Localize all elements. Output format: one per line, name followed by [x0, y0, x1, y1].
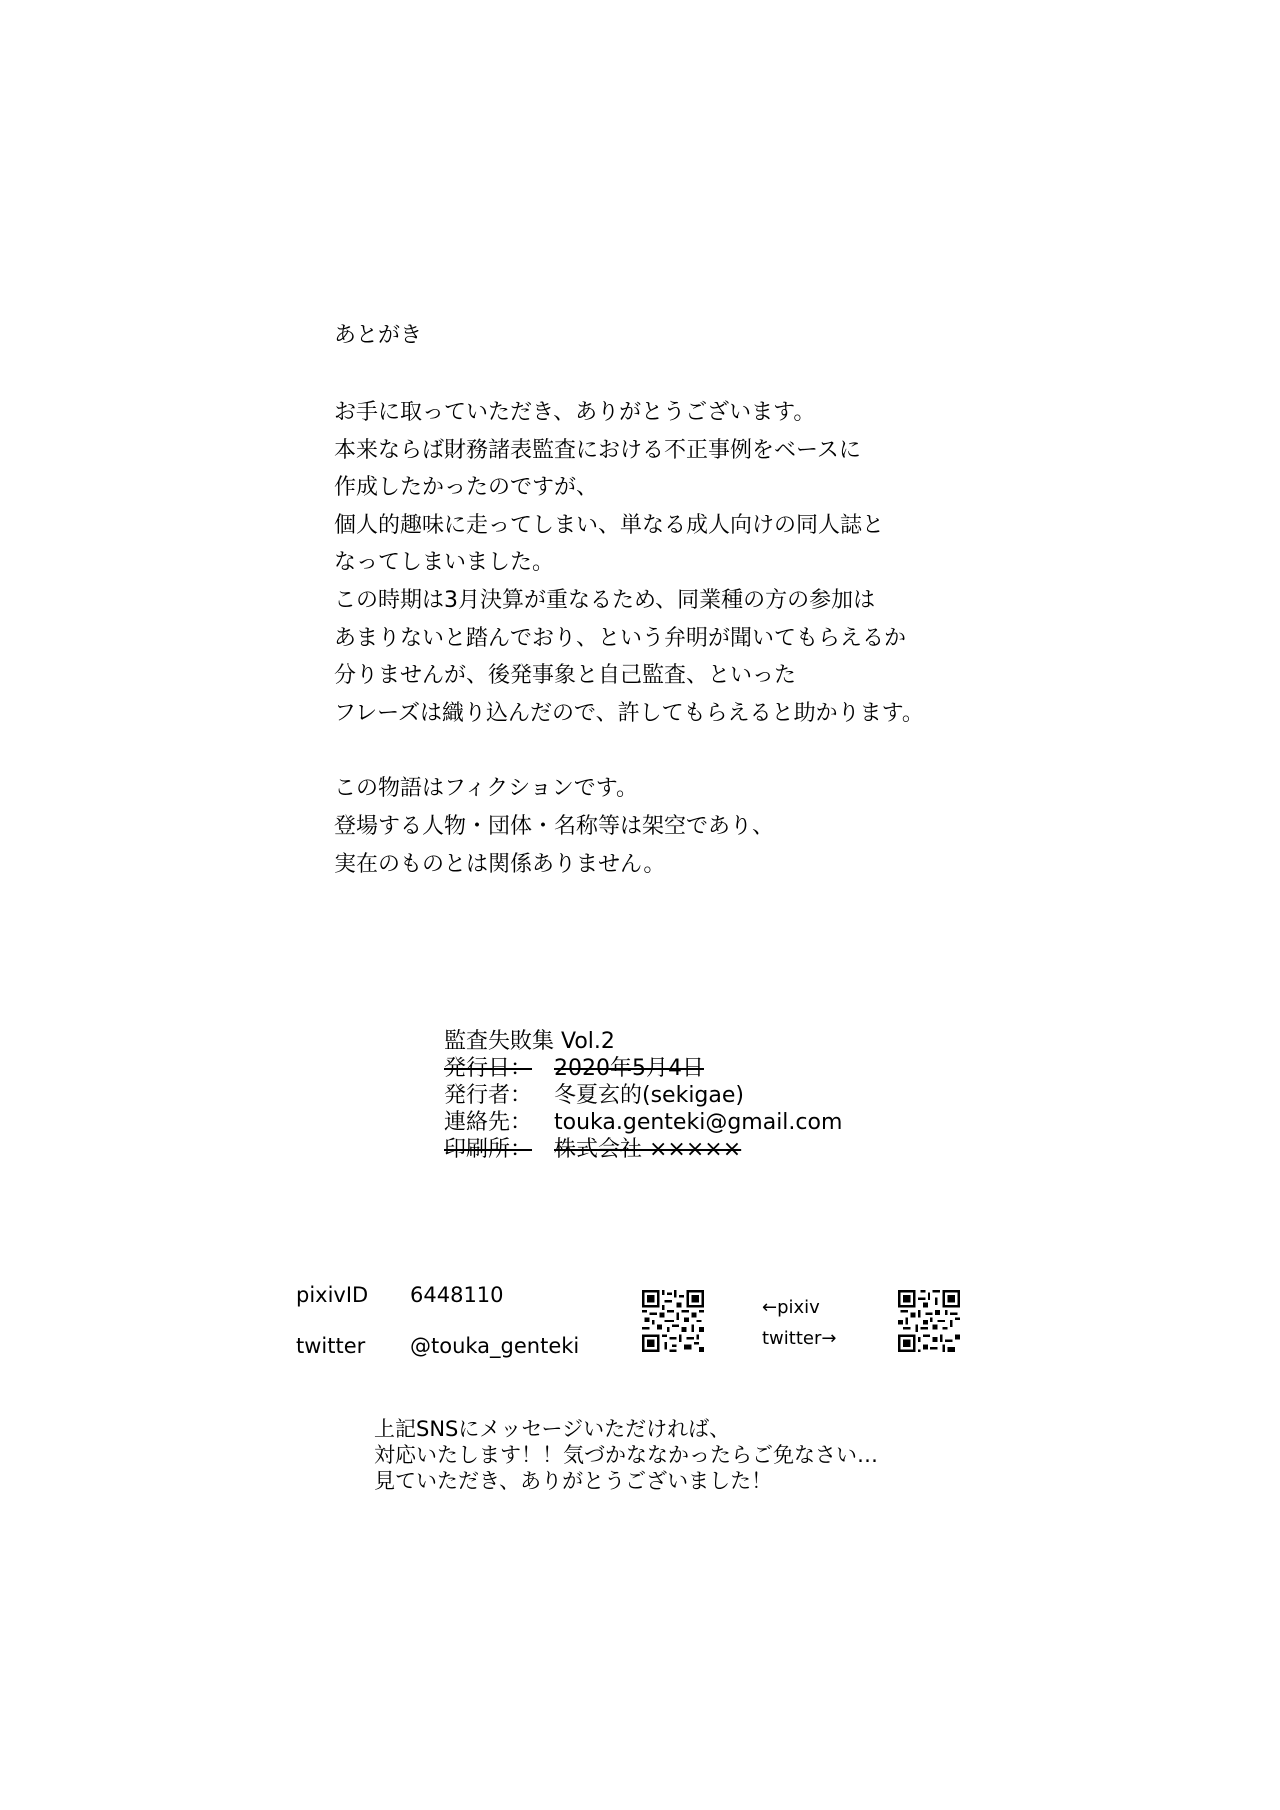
afterword-line: フレーズは織り込んだので、許してもらえると助かります。 — [334, 700, 924, 726]
closing-message — [374, 1416, 974, 1494]
colophon-label: 発行日： — [444, 1056, 533, 1081]
colophon-label: 印刷所： — [444, 1137, 533, 1162]
colophon-row-publish-date — [444, 1055, 964, 1082]
disclaimer-line: 実在のものとは関係ありません。 — [334, 851, 666, 877]
pixiv-id: 6448110 — [410, 1283, 504, 1307]
disclaimer-line: この物語はフィクションです。 — [334, 776, 639, 802]
twitter-arrow-label: twitter→ — [762, 1328, 837, 1349]
sns-row-pixiv — [296, 1280, 504, 1310]
colophon-title: 監査失敗集 Vol.2 — [444, 1029, 615, 1054]
pixiv-label: pixivID — [296, 1283, 369, 1307]
afterword-line: 分りませんが、後発事象と自己監査、といった — [334, 663, 797, 689]
twitter-label: twitter — [296, 1334, 366, 1358]
afterword-line: この時期は3月決算が重なるため、同業種の方の参加は — [334, 587, 876, 613]
pixiv-qr-code-icon — [642, 1290, 704, 1352]
colophon-row-publisher — [444, 1082, 964, 1109]
colophon-label: 連絡先： — [444, 1110, 533, 1135]
colophon — [444, 1028, 964, 1163]
afterword-line: 個人的趣味に走ってしまい、単なる成人向けの同人誌と — [334, 512, 885, 538]
afterword-paragraph-2 — [334, 770, 1034, 883]
afterword-line: なってしまいました。 — [334, 550, 555, 576]
pixiv-arrow-label: ←pixiv — [762, 1297, 820, 1318]
sns-row-twitter — [296, 1331, 579, 1361]
twitter-qr-code-icon — [898, 1290, 960, 1352]
contact-email: touka.genteki@gmail.com — [554, 1110, 843, 1135]
colophon-value: 冬夏玄的(sekigae) — [554, 1083, 744, 1108]
colophon-row-contact — [444, 1109, 964, 1136]
closing-line: 見ていただき、ありがとうございました！ — [374, 1469, 773, 1493]
colophon-value: 2020年5月4日 — [554, 1056, 704, 1081]
colophon-label: 発行者： — [444, 1083, 533, 1108]
afterword-section — [334, 316, 1034, 883]
afterword-line: 本来ならば財務諸表監査における不正事例をベースに — [334, 437, 861, 463]
afterword-title: あとがき — [334, 323, 423, 348]
afterword-line: お手に取っていただき、ありがとうございます。 — [334, 400, 816, 425]
closing-line: 上記SNSにメッセージいただければ、 — [374, 1417, 731, 1441]
disclaimer-line: 登場する人物・団体・名称等は架空であり、 — [334, 813, 775, 839]
colophon-row-printer — [444, 1136, 964, 1163]
afterword-paragraph-1 — [334, 394, 1034, 732]
afterword-line: あまりないと踏んでおり、という弁明が聞いてもらえるか — [334, 625, 907, 651]
twitter-handle: @touka_genteki — [410, 1334, 580, 1358]
closing-line: 対応いたします！！気づかななかったらご免なさい… — [374, 1443, 878, 1467]
colophon-value: 株式会社 ××××× — [554, 1137, 742, 1162]
afterword-line: 作成したかったのですが、 — [334, 475, 599, 501]
